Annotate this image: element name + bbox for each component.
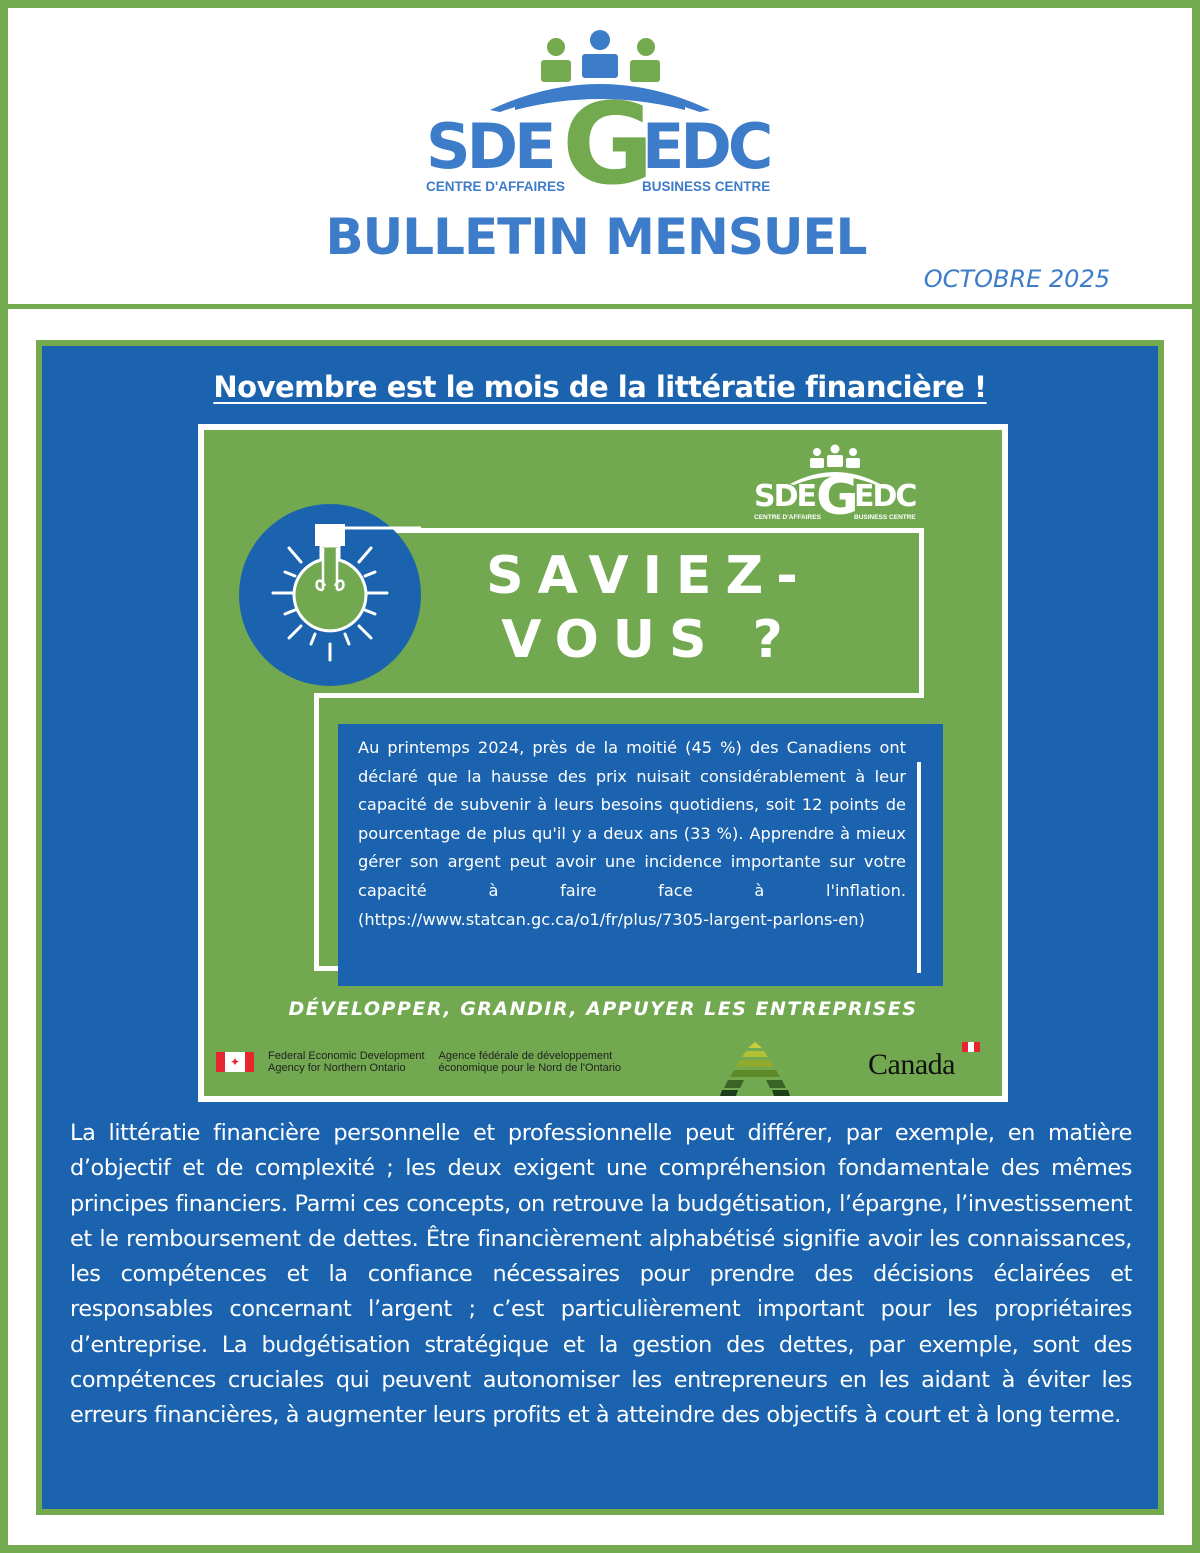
- svg-text:SDE: SDE: [754, 479, 816, 514]
- fact-box: [338, 724, 943, 986]
- infographic-tagline: DÉVELOPPER, GRANDIR, APPUYER LES ENTREPRISES: [288, 998, 918, 1020]
- svg-text:SDE: SDE: [426, 110, 553, 183]
- svg-text:EDC: EDC: [854, 479, 916, 514]
- svg-text:G: G: [816, 467, 859, 524]
- canada-wordmark: Canada: [868, 1048, 955, 1081]
- canada-flag-icon: ✦: [216, 1052, 254, 1072]
- saviez-vous-heading: [414, 544, 884, 672]
- article-title: Novembre est le mois de la littératie financière !: [213, 370, 987, 404]
- sdegedc-logo: [420, 28, 780, 198]
- fact-frame-line: [917, 762, 921, 973]
- svg-text:CENTRE D'AFFAIRES: CENTRE D'AFFAIRES: [754, 514, 821, 521]
- newsletter-title: BULLETIN MENSUEL: [325, 208, 867, 266]
- heading-line-1: SAVIEZ-: [486, 546, 812, 606]
- infographic-logo: [750, 444, 920, 524]
- fact-text: Au printemps 2024, près de la moitié (45 %) des Canadiens ont déclaré que la hausse des prix nuisait considérablement à leur capacité de subvenir à leurs besoins quotidiens, soit 12 points de pourcentage de plus qu'il y a deux ans (33 %). Apprendre à mieux gérer son argent peut avoir une incidence importante sur votre capacité à faire face à l'inflation. (https://www.statcan.gc.ca/o1/fr/plus/7305-largent-parlons-en): [358, 738, 906, 929]
- svg-text:G: G: [562, 80, 654, 198]
- tree-logo-icon: [720, 1042, 790, 1096]
- header-divider: [8, 304, 1192, 309]
- svg-text:BUSINESS CENTRE: BUSINESS CENTRE: [854, 514, 916, 521]
- newsletter-date: OCTOBRE 2025: [923, 265, 1110, 293]
- fednor-english: Federal Economic Development Agency for Northern Ontario: [268, 1050, 425, 1074]
- svg-text:EDC: EDC: [642, 110, 770, 183]
- article-panel: [36, 340, 1164, 1515]
- saviez-vous-infographic: [198, 424, 1008, 1102]
- fednor-logo: [216, 1050, 621, 1074]
- article-body: La littératie financière personnelle et professionnelle peut différer, par exemple, en matière d’objectif et de complexité ; les deux exigent une compréhension fondamentale des mêmes principes financiers. Parmi ces concepts, on retrouve la budgétisation, l’épargne, l’investissement et le remboursement de dettes. Être financièrement alphabétisé signifie avoir les connaissances, les compétences et la confiance nécessaires pour prendre des décisions éclairées et responsables concernant l’argent ; c’est particulièrement important pour les propriétaires d’entreprise. La budgétisation stratégique et la gestion des dettes, par exemple, sont des compétences cruciales qui peuvent autonomiser les entrepreneurs en les aidant à éviter les erreurs financières, à augmenter leurs profits et à atteindre des objectifs à court et à long terme.: [70, 1120, 1132, 1429]
- svg-text:CENTRE D'AFFAIRES: CENTRE D'AFFAIRES: [426, 179, 565, 194]
- lightbulb-icon: [239, 504, 421, 686]
- canada-wordmark-flag-icon: [962, 1042, 980, 1052]
- fednor-french: Agence fédérale de développement économique pour le Nord de l'Ontario: [438, 1050, 622, 1074]
- heading-line-2: VOUS ?: [501, 610, 797, 670]
- svg-text:BUSINESS CENTRE: BUSINESS CENTRE: [642, 179, 771, 194]
